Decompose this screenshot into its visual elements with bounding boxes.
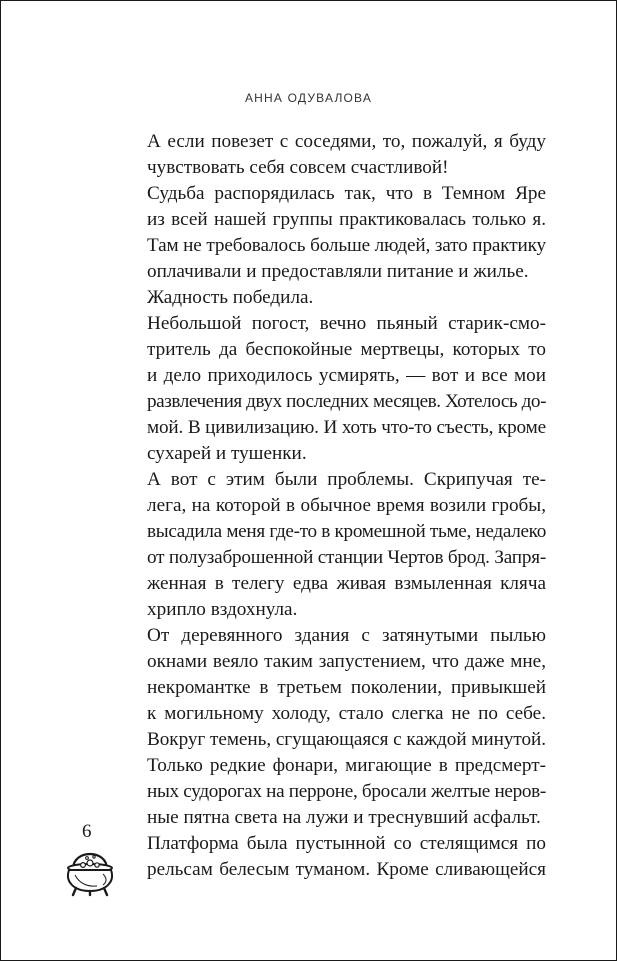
text-line: мой. В цивилизацию. И хоть что-то съесть, кроме xyxy=(147,417,546,438)
text-line: некромантке в третьем поколении, привыкшей xyxy=(147,677,546,698)
text-line: от полузаброшенной станции Чертов брод. Запря- xyxy=(147,547,546,568)
text-line: ные пятна света на лужи и треснувший асфальт. xyxy=(147,807,541,828)
text-line: и дело приходилось усмирять, — вот и все мои xyxy=(147,365,546,386)
page-number: 6 xyxy=(82,821,92,842)
text-line: А если повезет с соседями, то, пожалуй, я буду xyxy=(147,131,546,152)
text-line: Жадность победила. xyxy=(147,287,314,308)
body-text xyxy=(147,129,546,883)
text-line: Небольшой погост, вечно пьяный старик-смо- xyxy=(147,313,546,334)
text-line: к могильному холоду, стало слегка не по себе. xyxy=(147,703,546,724)
text-line: От деревянного здания с затянутыми пылью xyxy=(147,625,546,646)
text-line: оплачивали и предоставляли питание и жилье. xyxy=(147,261,529,282)
text-line: Платформа была пустынной со стелящимся по xyxy=(147,833,546,854)
text-line: Судьба распорядилась так, что в Темном Яре xyxy=(147,183,546,204)
running-head-author: АННА ОДУВАЛОВА xyxy=(244,91,373,105)
text-line: лега, на которой в обычное время возили гробы, xyxy=(147,495,546,516)
text-line: окнами веяло таким запустением, что даже мне, xyxy=(147,651,546,672)
text-line: тритель да беспокойные мертвецы, которых то xyxy=(147,339,546,360)
text-line: рельсам белесым туманом. Кроме сливающейся xyxy=(147,859,546,880)
text-line: Там не требовалось больше людей, зато практику xyxy=(147,235,546,256)
text-line: ных судорогах на перроне, бросали желтые неров- xyxy=(147,781,546,802)
text-line: А вот с этим были проблемы. Скрипучая те- xyxy=(147,469,546,490)
text-line: сухарей и тушенки. xyxy=(147,443,307,464)
text-line: из всей нашей группы практиковалась только я. xyxy=(147,209,546,230)
text-line: высадила меня где-то в кромешной тьме, недалеко xyxy=(147,521,546,542)
text-line: Вокруг темень, сгущающаяся с каждой минутой. xyxy=(147,729,547,750)
text-line: хрипло вздохнула. xyxy=(147,599,298,620)
cauldron-icon xyxy=(63,847,117,897)
text-line: развлечения двух последних месяцев. Хотелось до- xyxy=(147,391,547,412)
text-line: женная в телегу едва живая взмыленная кляча xyxy=(147,573,546,594)
text-line: Только редкие фонари, мигающие в предсмерт- xyxy=(147,755,546,776)
text-line: чувствовать себя совсем счастливой! xyxy=(147,157,449,178)
